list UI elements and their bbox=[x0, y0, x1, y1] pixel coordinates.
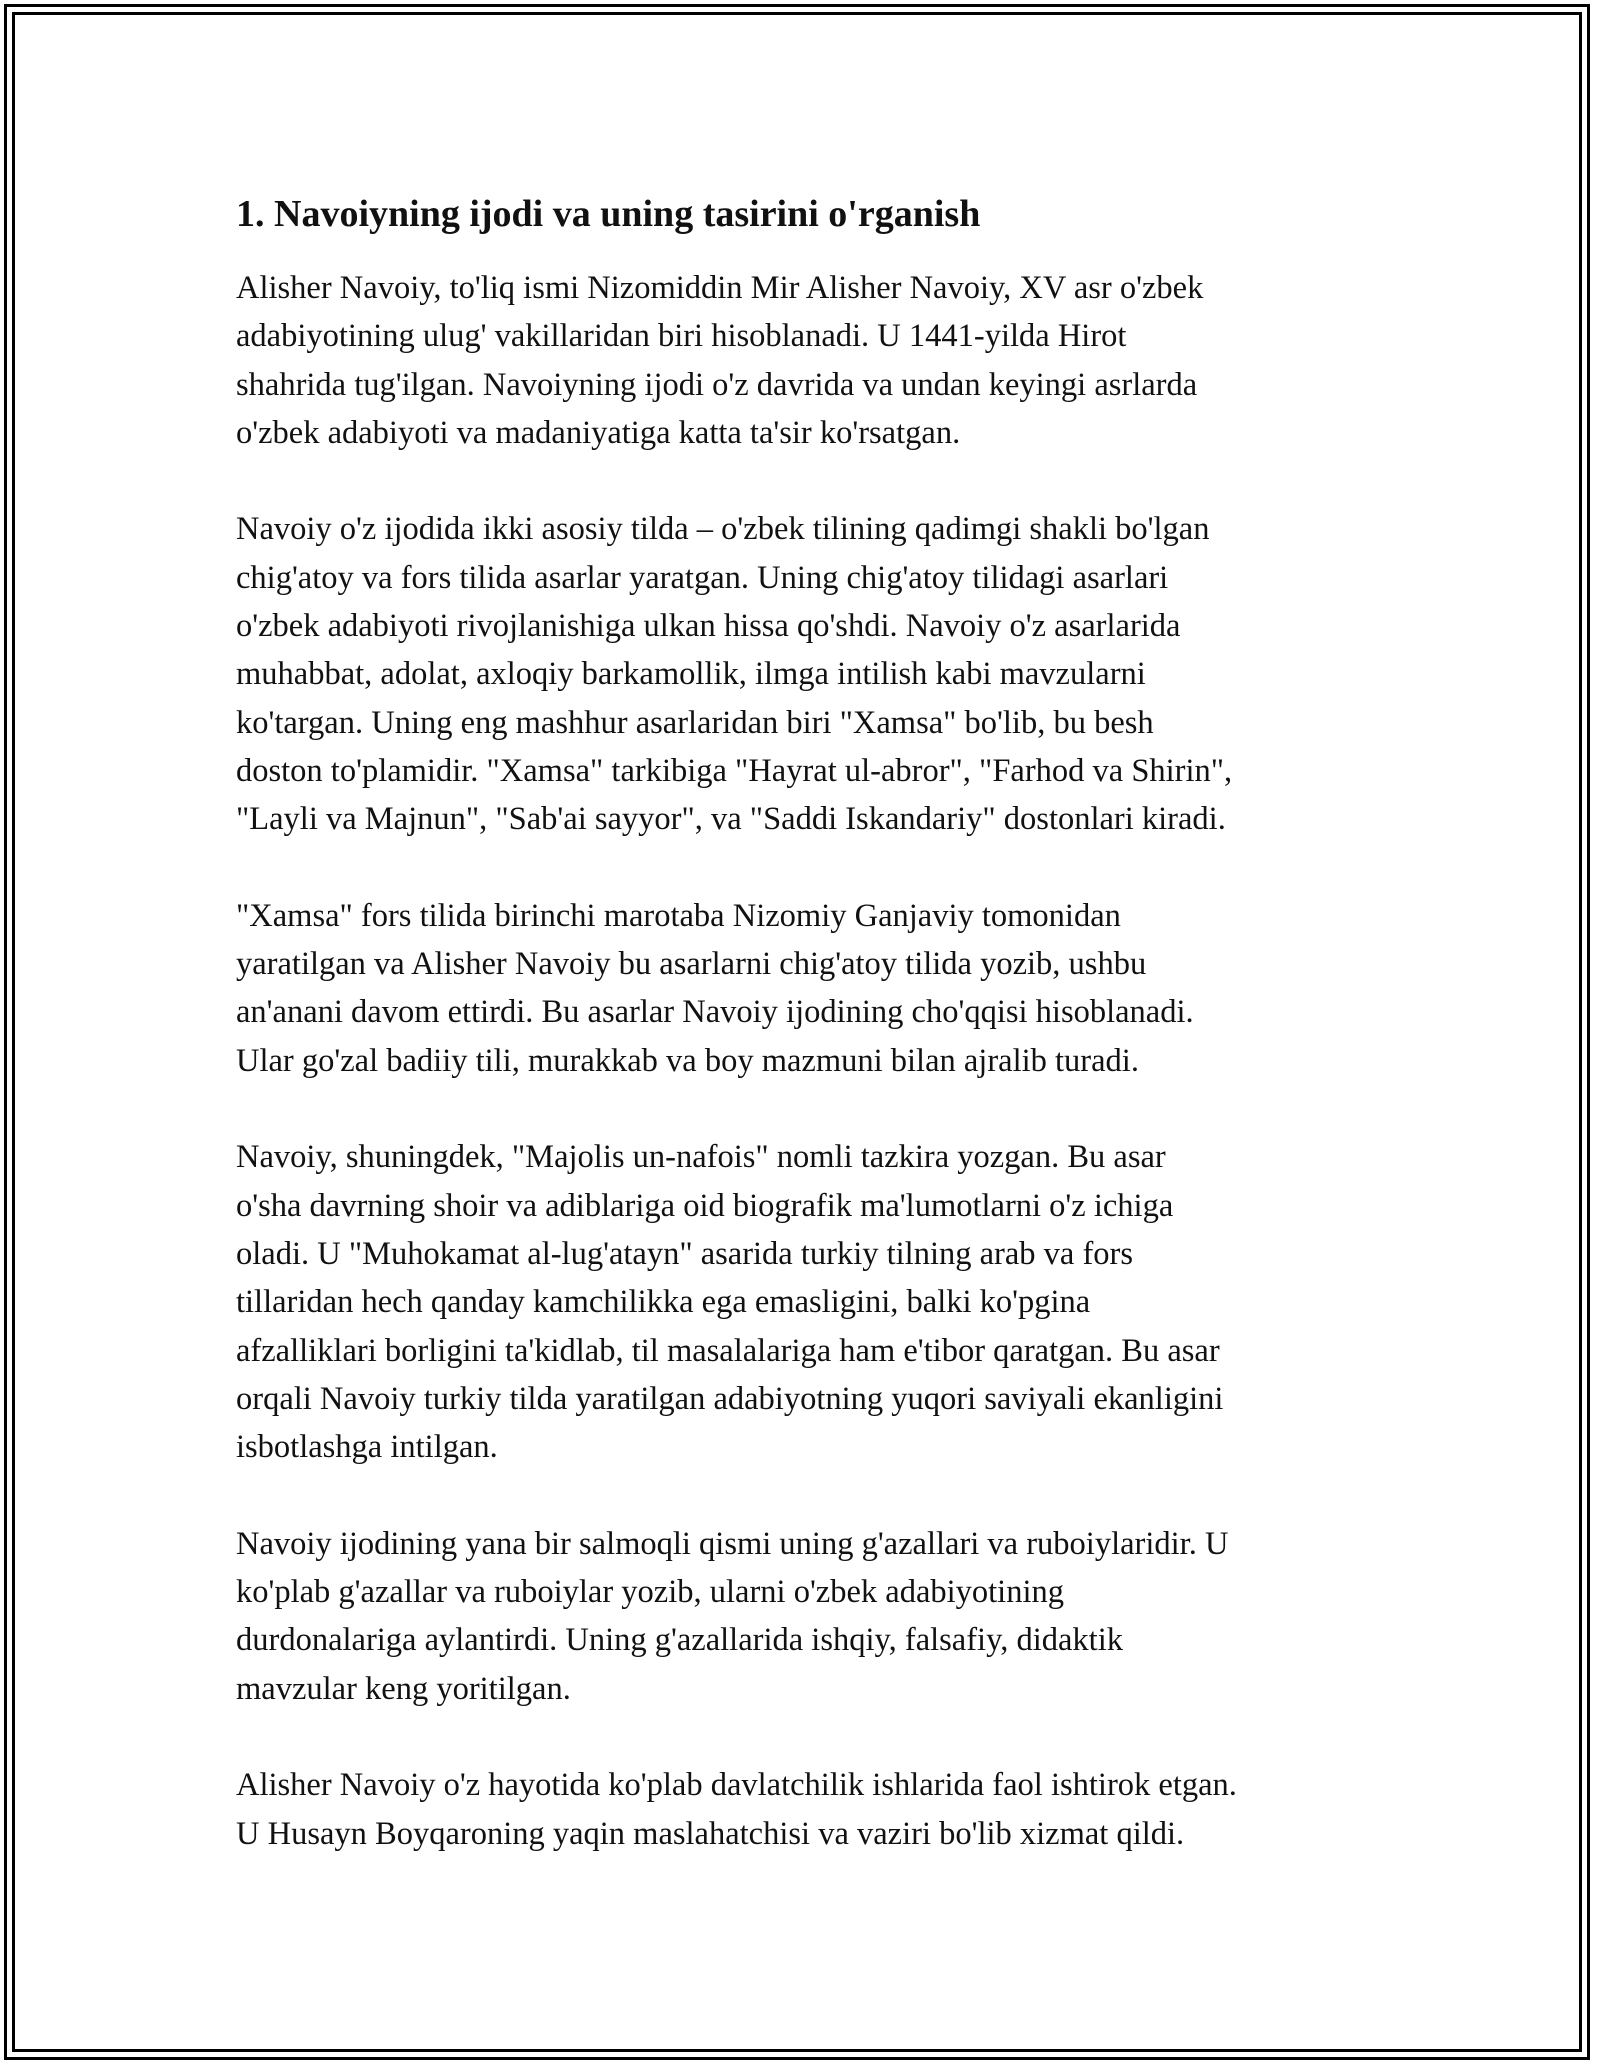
paragraph-4 bbox=[236, 1133, 1376, 1471]
text-line: o'sha davrning shoir va adiblariga oid biografik ma'lumotlarni o'z ichiga bbox=[236, 1187, 1174, 1224]
text-line: Navoiy o'z ijodida ikki asosiy tilda – o'zbek tilining qadimgi shakli bo'lgan bbox=[236, 511, 1210, 548]
text-line: ko'targan. Uning eng mashhur asarlaridan biri "Xamsa" bo'lib, bu besh bbox=[236, 704, 1154, 741]
text-line: doston to'plamidir. "Xamsa" tarkibiga "Hayrat ul-abror", "Farhod va Shirin", bbox=[236, 752, 1233, 789]
text-line: o'zbek adabiyoti va madaniyatiga katta ta'sir ko'rsatgan. bbox=[236, 414, 961, 451]
paragraph-3 bbox=[236, 892, 1376, 1085]
text-line: durdonalariga aylantirdi. Uning g'azallarida ishqiy, falsafiy, didaktik bbox=[236, 1622, 1123, 1659]
paragraph-2 bbox=[236, 505, 1376, 843]
text-line: Alisher Navoiy, to'liq ismi Nizomiddin Mir Alisher Navoiy, XV asr o'zbek bbox=[236, 270, 1204, 306]
text-line: isbotlashga intilgan. bbox=[236, 1429, 498, 1466]
text-line: afzalliklari borligini ta'kidlab, til masalalariga ham e'tibor qaratgan. Bu asar bbox=[236, 1332, 1220, 1369]
text-line: Alisher Navoiy o'z hayotida ko'plab davlatchilik ishlarida faol ishtirok etgan. bbox=[236, 1767, 1237, 1804]
text-line: ko'plab g'azallar va ruboiylar yozib, ularni o'zbek adabiyotining bbox=[236, 1574, 1064, 1611]
text-line: oladi. U "Muhokamat al-lug'atayn" asarida turkiy tilning arab va fors bbox=[236, 1235, 1134, 1272]
text-line: adabiyotining ulug' vakillaridan biri hisoblanadi. U 1441-yilda Hirot bbox=[236, 318, 1127, 355]
text-line: mavzular keng yoritilgan. bbox=[236, 1670, 571, 1707]
text-line: "Layli va Majnun", "Sab'ai sayyor", va "Saddi Iskandariy" dostonlari kiradi. bbox=[236, 801, 1226, 838]
document-title: 1. Navoiyning ijodi va uning tasirini o'rganish bbox=[236, 193, 981, 235]
paragraph-1 bbox=[236, 264, 1376, 457]
text-line: chig'atoy va fors tilida asarlar yaratgan. Uning chig'atoy tilidagi asarlari bbox=[236, 559, 1169, 596]
paragraph-5 bbox=[236, 1520, 1376, 1713]
text-line: tillaridan hech qanday kamchilikka ega emasligini, balki ko'pgina bbox=[236, 1284, 1091, 1321]
paragraph-6 bbox=[236, 1761, 1376, 1858]
document-body bbox=[236, 190, 1376, 1858]
text-line: shahrida tug'ilgan. Navoiyning ijodi o'z davrida va undan keyingi asrlarda bbox=[236, 366, 1198, 403]
text-line: o'zbek adabiyoti rivojlanishiga ulkan hissa qo'shdi. Navoiy o'z asarlarida bbox=[236, 608, 1181, 645]
text-line: Ular go'zal badiiy tili, murakkab va boy mazmuni bilan ajralib turadi. bbox=[236, 1042, 1139, 1079]
text-line: U Husayn Boyqaroning yaqin maslahatchisi va vaziri bo'lib xizmat qildi. bbox=[236, 1815, 1185, 1852]
text-line: Navoiy ijodining yana bir salmoqli qismi uning g'azallari va ruboiylaridir. U bbox=[236, 1525, 1229, 1562]
text-line: an'anani davom ettirdi. Bu asarlar Navoiy ijodining cho'qqisi hisoblanadi. bbox=[236, 994, 1194, 1031]
text-line: muhabbat, adolat, axloqiy barkamollik, ilmga intilish kabi mavzularni bbox=[236, 656, 1146, 693]
text-line: orqali Navoiy turkiy tilda yaratilgan adabiyotning yuqori saviyali ekanligini bbox=[236, 1380, 1224, 1417]
text-line: yaratilgan va Alisher Navoiy bu asarlarni chig'atoy tilida yozib, ushbu bbox=[236, 946, 1147, 983]
text-line: "Xamsa" fors tilida birinchi marotaba Nizomiy Ganjaviy tomonidan bbox=[236, 897, 1121, 934]
text-line: Navoiy, shuningdek, "Majolis un-nafois" nomli tazkira yozgan. Bu asar bbox=[236, 1139, 1166, 1176]
